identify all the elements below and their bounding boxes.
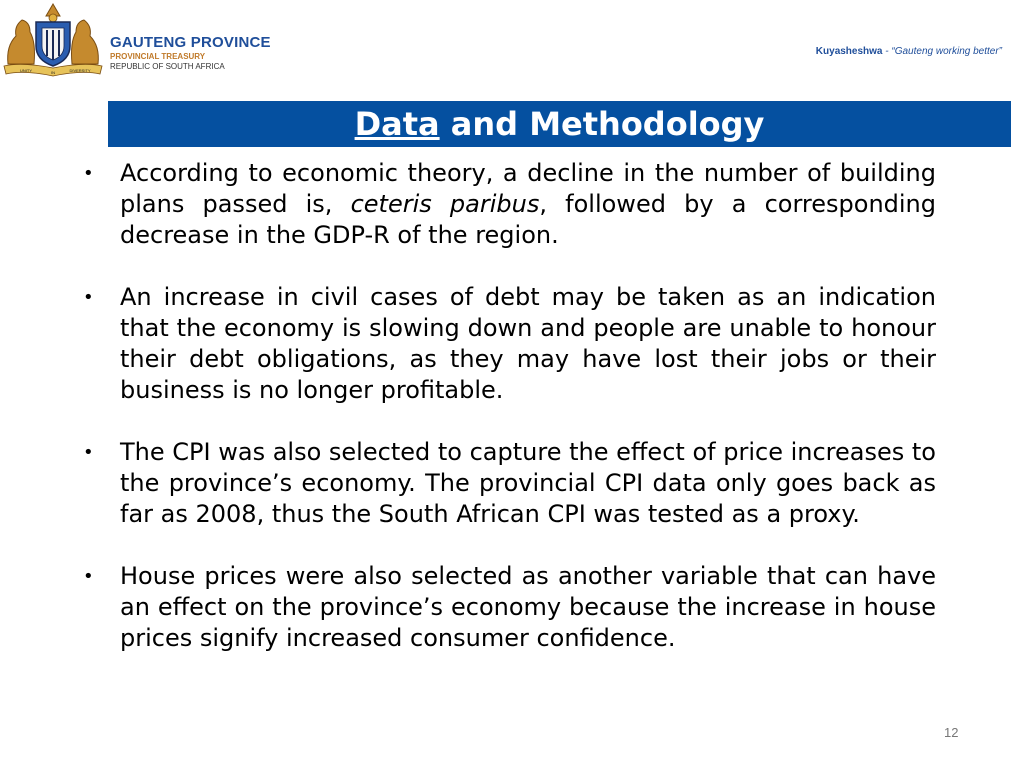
bullet-item: [80, 282, 936, 406]
bullet-item: [80, 437, 936, 530]
bullet-text: , followed by a corresponding decrease in the GDP-R of the region.: [120, 190, 936, 249]
organization-country: REPUBLIC OF SOUTH AFRICA: [110, 62, 225, 71]
svg-text:IN: IN: [51, 70, 55, 75]
bullet-list: [80, 158, 936, 685]
bullet-text-italic: ceteris paribus: [350, 190, 540, 218]
bullet-item: [80, 561, 936, 654]
slogan-bold: Kuyasheshwa: [815, 46, 883, 57]
bullet-text: House prices were also selected as another variable that can have an effect on the province’s economy because the increase in house prices signify increased consumer confidence.: [120, 562, 936, 652]
svg-text:UNITY: UNITY: [20, 68, 32, 73]
slide-title: [108, 101, 1011, 147]
bullet-dot: •: [83, 163, 94, 184]
bullet-dot: •: [83, 287, 94, 308]
bullet-dot: •: [83, 442, 94, 463]
header: [0, 0, 1024, 90]
svg-text:DIVERSITY: DIVERSITY: [69, 68, 91, 73]
slogan: [816, 46, 1002, 57]
slogan-rest: - “Gauteng working better”: [882, 46, 1002, 57]
bullet-dot: •: [83, 566, 94, 587]
page-number: 12: [944, 725, 959, 740]
slide-title-rest: and Methodology: [439, 105, 765, 143]
slide-title-underlined: Data: [354, 105, 440, 143]
coat-of-arms-icon: [2, 2, 104, 78]
bullet-text: An increase in civil cases of debt may be taken as an indication that the economy is slowing down and people are unable to honour their debt obligations, as they may have lost their jobs or their business is no longer profitable.: [120, 283, 936, 404]
organization-name: GAUTENG PROVINCE: [110, 34, 271, 51]
organization-department: PROVINCIAL TREASURY: [110, 52, 206, 61]
bullet-text: According to economic theory, a decline in the number of building plans passed is,: [120, 159, 936, 218]
bullet-item: [80, 158, 936, 251]
organization-block: [110, 34, 271, 72]
bullet-text: The CPI was also selected to capture the effect of price increases to the province’s economy. The provincial CPI data only goes back as far as 2008, thus the South African CPI was tested as a proxy.: [120, 438, 936, 528]
